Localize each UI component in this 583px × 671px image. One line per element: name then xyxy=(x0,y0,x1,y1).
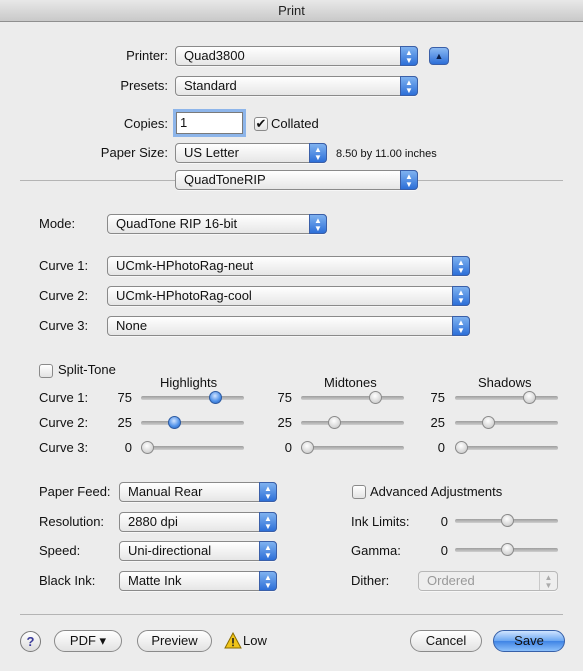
ink-limits-slider[interactable] xyxy=(455,514,558,528)
collapse-details-button[interactable]: ▲ xyxy=(429,47,449,65)
preview-button[interactable]: Preview xyxy=(137,630,212,652)
paper-feed-popup[interactable] xyxy=(119,482,277,502)
highlights-header: Highlights xyxy=(160,375,218,390)
split-tone-label: Split-Tone xyxy=(58,362,116,377)
midtones-2-value: 25 xyxy=(277,415,292,430)
dither-value: Ordered xyxy=(427,573,475,588)
ink-limits-label: Ink Limits: xyxy=(351,514,410,529)
popup-arrows-icon: ▲ ▼ xyxy=(259,512,277,532)
advanced-adjustments-checkbox[interactable] xyxy=(352,485,366,499)
split-tone-checkbox[interactable] xyxy=(39,364,53,378)
paper-size-popup[interactable] xyxy=(175,143,327,163)
speed-label: Speed: xyxy=(39,543,81,558)
popup-arrows-icon: ▲ ▼ xyxy=(400,170,418,190)
paper-size-label: Paper Size: xyxy=(100,145,168,160)
split-curve-2-label: Curve 2: xyxy=(39,415,89,430)
shadows-3-value: 0 xyxy=(437,440,445,455)
highlights-2-value: 25 xyxy=(117,415,132,430)
curve-2-value: UCmk-HPhotoRag-cool xyxy=(116,288,252,303)
slider-knob[interactable] xyxy=(168,416,181,429)
presets-popup[interactable] xyxy=(175,76,418,96)
cancel-button[interactable]: Cancel xyxy=(410,630,482,652)
popup-arrows-icon: ▲ ▼ xyxy=(400,46,418,66)
black-ink-label: Black Ink: xyxy=(39,573,96,588)
midtones-3-value: 0 xyxy=(284,440,292,455)
mode-value: QuadTone RIP 16-bit xyxy=(116,216,238,231)
black-ink-popup[interactable] xyxy=(119,571,277,591)
resolution-label: Resolution: xyxy=(39,514,105,529)
shadows-1-slider[interactable] xyxy=(455,391,558,405)
mode-popup[interactable] xyxy=(107,214,327,234)
collated-label: Collated xyxy=(271,116,319,131)
help-button[interactable]: ? xyxy=(20,631,41,652)
curve-2-label: Curve 2: xyxy=(39,288,89,303)
presets-value: Standard xyxy=(184,78,237,93)
paper-size-value: US Letter xyxy=(184,145,239,160)
printer-value: Quad3800 xyxy=(184,48,245,63)
gamma-label: Gamma: xyxy=(351,543,401,558)
paper-feed-value: Manual Rear xyxy=(128,484,203,499)
collated-checkbox[interactable]: ✔ xyxy=(255,116,267,131)
popup-arrows-icon: ▲ ▼ xyxy=(309,214,327,234)
slider-knob[interactable] xyxy=(455,441,468,454)
slider-knob[interactable] xyxy=(523,391,536,404)
curve-3-popup[interactable] xyxy=(107,316,470,336)
shadows-3-slider[interactable] xyxy=(455,441,558,455)
copies-label: Copies: xyxy=(123,116,168,131)
curve-1-value: UCmk-HPhotoRag-neut xyxy=(116,258,254,273)
midtones-3-slider[interactable] xyxy=(301,441,404,455)
curve-3-label: Curve 3: xyxy=(39,318,89,333)
black-ink-value: Matte Ink xyxy=(128,573,182,588)
footer-divider xyxy=(20,614,563,615)
highlights-1-slider[interactable] xyxy=(141,391,244,405)
panel-select-popup[interactable] xyxy=(175,170,418,190)
printer-popup[interactable] xyxy=(175,46,418,66)
slider-knob[interactable] xyxy=(501,514,514,527)
popup-arrows-icon: ▲ ▼ xyxy=(452,316,470,336)
shadows-header: Shadows xyxy=(478,375,532,390)
mode-label: Mode: xyxy=(39,216,76,231)
highlights-3-value: 0 xyxy=(124,440,132,455)
highlights-1-value: 75 xyxy=(117,390,132,405)
highlights-3-slider[interactable] xyxy=(141,441,244,455)
resolution-value: 2880 dpi xyxy=(128,514,178,529)
popup-arrows-icon: ▲ ▼ xyxy=(400,76,418,96)
warning-icon xyxy=(224,632,242,649)
gamma-value: 0 xyxy=(440,543,448,558)
slider-knob[interactable] xyxy=(328,416,341,429)
ink-limits-value: 0 xyxy=(440,514,448,529)
curve-1-popup[interactable] xyxy=(107,256,470,276)
slider-knob[interactable] xyxy=(209,391,222,404)
paper-dimensions: 8.50 by 11.00 inches xyxy=(336,148,437,160)
slider-knob[interactable] xyxy=(301,441,314,454)
presets-label: Presets: xyxy=(120,78,168,93)
popup-arrows-icon: ▲ ▼ xyxy=(259,482,277,502)
popup-arrows-icon: ▲ ▼ xyxy=(309,143,327,163)
shadows-2-slider[interactable] xyxy=(455,416,558,430)
slider-knob[interactable] xyxy=(369,391,382,404)
shadows-2-value: 25 xyxy=(430,415,445,430)
advanced-adjustments-label: Advanced Adjustments xyxy=(370,484,503,499)
supply-level-text: Low xyxy=(243,633,267,648)
split-curve-1-label: Curve 1: xyxy=(39,390,89,405)
resolution-popup[interactable] xyxy=(119,512,277,532)
midtones-2-slider[interactable] xyxy=(301,416,404,430)
popup-arrows-icon: ▲ ▼ xyxy=(452,286,470,306)
paper-feed-label: Paper Feed: xyxy=(39,484,111,499)
speed-popup[interactable] xyxy=(119,541,277,561)
save-button[interactable]: Save xyxy=(493,630,565,652)
slider-knob[interactable] xyxy=(141,441,154,454)
dither-label: Dither: xyxy=(351,573,390,588)
popup-arrows-icon: ▲ ▼ xyxy=(452,256,470,276)
window-title: Print xyxy=(0,0,583,22)
printer-label: Printer: xyxy=(126,48,168,63)
midtones-1-slider[interactable] xyxy=(301,391,404,405)
speed-value: Uni-directional xyxy=(128,543,212,558)
dither-popup xyxy=(418,571,558,591)
highlights-2-slider[interactable] xyxy=(141,416,244,430)
midtones-header: Midtones xyxy=(324,375,377,390)
midtones-1-value: 75 xyxy=(277,390,292,405)
curve-2-popup[interactable] xyxy=(107,286,470,306)
curve-1-label: Curve 1: xyxy=(39,258,89,273)
gamma-slider[interactable] xyxy=(455,543,558,557)
panel-select-value: QuadToneRIP xyxy=(184,172,266,187)
copies-field[interactable]: 1 xyxy=(176,112,243,134)
pdf-menu-button[interactable]: PDF ▾ xyxy=(54,630,122,652)
popup-arrows-icon: ▲ ▼ xyxy=(259,541,277,561)
curve-3-value: None xyxy=(116,318,148,333)
split-curve-3-label: Curve 3: xyxy=(39,440,89,455)
slider-knob[interactable] xyxy=(482,416,495,429)
shadows-1-value: 75 xyxy=(430,390,445,405)
popup-arrows-icon: ▲ ▼ xyxy=(259,571,277,591)
slider-knob[interactable] xyxy=(501,543,514,556)
popup-arrows-icon: ▲ ▼ xyxy=(539,572,557,590)
